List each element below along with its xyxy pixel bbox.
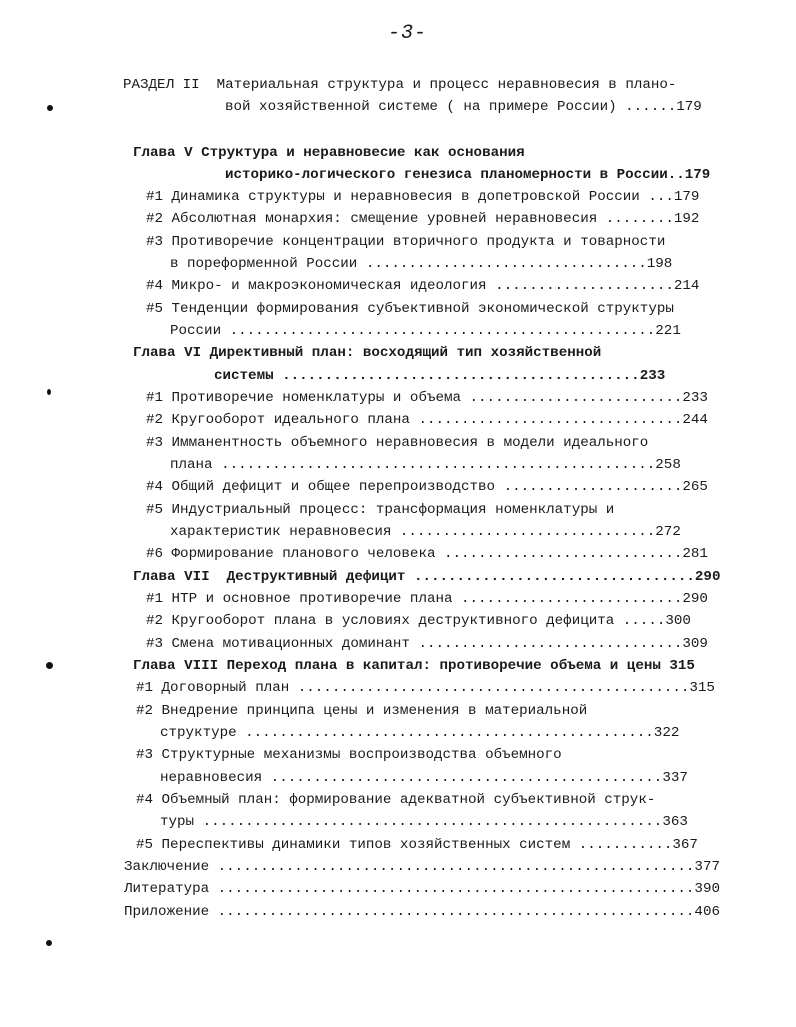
toc-entry: #5 Переспективы динамики типов хозяйственных систем ...........367 (136, 837, 698, 853)
toc-entry-continued: России ..................................................221 (170, 323, 681, 339)
toc-entry: #2 Внедрение принципа цены и изменения в материальной (136, 703, 588, 719)
toc-entry: #4 Микро- и макроэкономическая идеология .....................214 (146, 278, 700, 294)
toc-literature: Литература ........................................................390 (124, 881, 720, 897)
toc-entry-continued: структуре ................................................322 (160, 725, 680, 741)
toc-entry: #5 Индустриальный процесс: трансформация номенклатуры и (146, 502, 615, 518)
toc-conclusion: Заключение ........................................................377 (124, 859, 720, 875)
section-title: РАЗДЕЛ II Материальная структура и процесс неравновесия в плано- (123, 77, 677, 93)
toc-entry: #1 Противоречие номенклатуры и объема .........................233 (146, 390, 708, 406)
chapter-heading-continued: системы ..........................................233 (214, 368, 666, 384)
toc-entry: #3 Имманентность объемного неравновесия в модели идеального (146, 435, 649, 451)
toc-entry: #1 Договорный план ..............................................315 (136, 680, 715, 696)
toc-entry-continued: плана ...................................................258 (170, 457, 681, 473)
section-title-continued: вой хозяйственной системе ( на примере России) ......179 (225, 99, 702, 115)
toc-entry: #3 Структурные механизмы воспроизводства объемного (136, 747, 562, 763)
toc-entry-continued: характеристик неравновесия ..............................272 (170, 524, 681, 540)
toc-entry: #4 Общий дефицит и общее перепроизводство .....................265 (146, 479, 708, 495)
chapter-heading: Глава V Структура и неравновесие как основания (133, 145, 525, 161)
chapter-heading-continued: историко-логического генезиса планомерности в России..179 (225, 167, 711, 183)
toc-entry: #2 Кругооборот идеального плана ...............................244 (146, 412, 708, 428)
chapter-heading: Глава VIII Переход плана в капитал: противоречие объема и цены 315 (133, 658, 695, 674)
toc-entry: #2 Кругооборот плана в условиях деструктивного дефицита .....300 (146, 613, 691, 629)
toc-entry: #3 Смена мотивационных доминант ...............................309 (146, 636, 708, 652)
toc-entry: #5 Тенденции формирования субъективной экономической структуры (146, 301, 674, 317)
toc-entry: #2 Абсолютная монархия: смещение уровней неравновесия ........192 (146, 211, 700, 227)
toc-entry: #1 Динамика структуры и неравновесия в допетровской России ...179 (146, 189, 700, 205)
toc-entry-continued: туры ......................................................363 (160, 814, 688, 830)
toc-entry: #6 Формирование планового человека ............................281 (146, 546, 708, 562)
page-number: -3- (388, 22, 428, 45)
toc-entry: #3 Противоречие концентрации вторичного продукта и товарности (146, 234, 666, 250)
toc-entry: #4 Объемный план: формирование адекватной субъективной струк- (136, 792, 656, 808)
toc-entry: #1 НТР и основное противоречие плана ..........................290 (146, 591, 708, 607)
toc-entry-continued: в пореформенной России .................................198 (170, 256, 673, 272)
chapter-heading: Глава VII Деструктивный дефицит .................................290 (133, 569, 721, 585)
toc-entry-continued: неравновесия ..............................................337 (160, 770, 688, 786)
toc-appendix: Приложение ........................................................406 (124, 904, 720, 920)
chapter-heading: Глава VI Директивный план: восходящий тип хозяйственной (133, 345, 602, 361)
